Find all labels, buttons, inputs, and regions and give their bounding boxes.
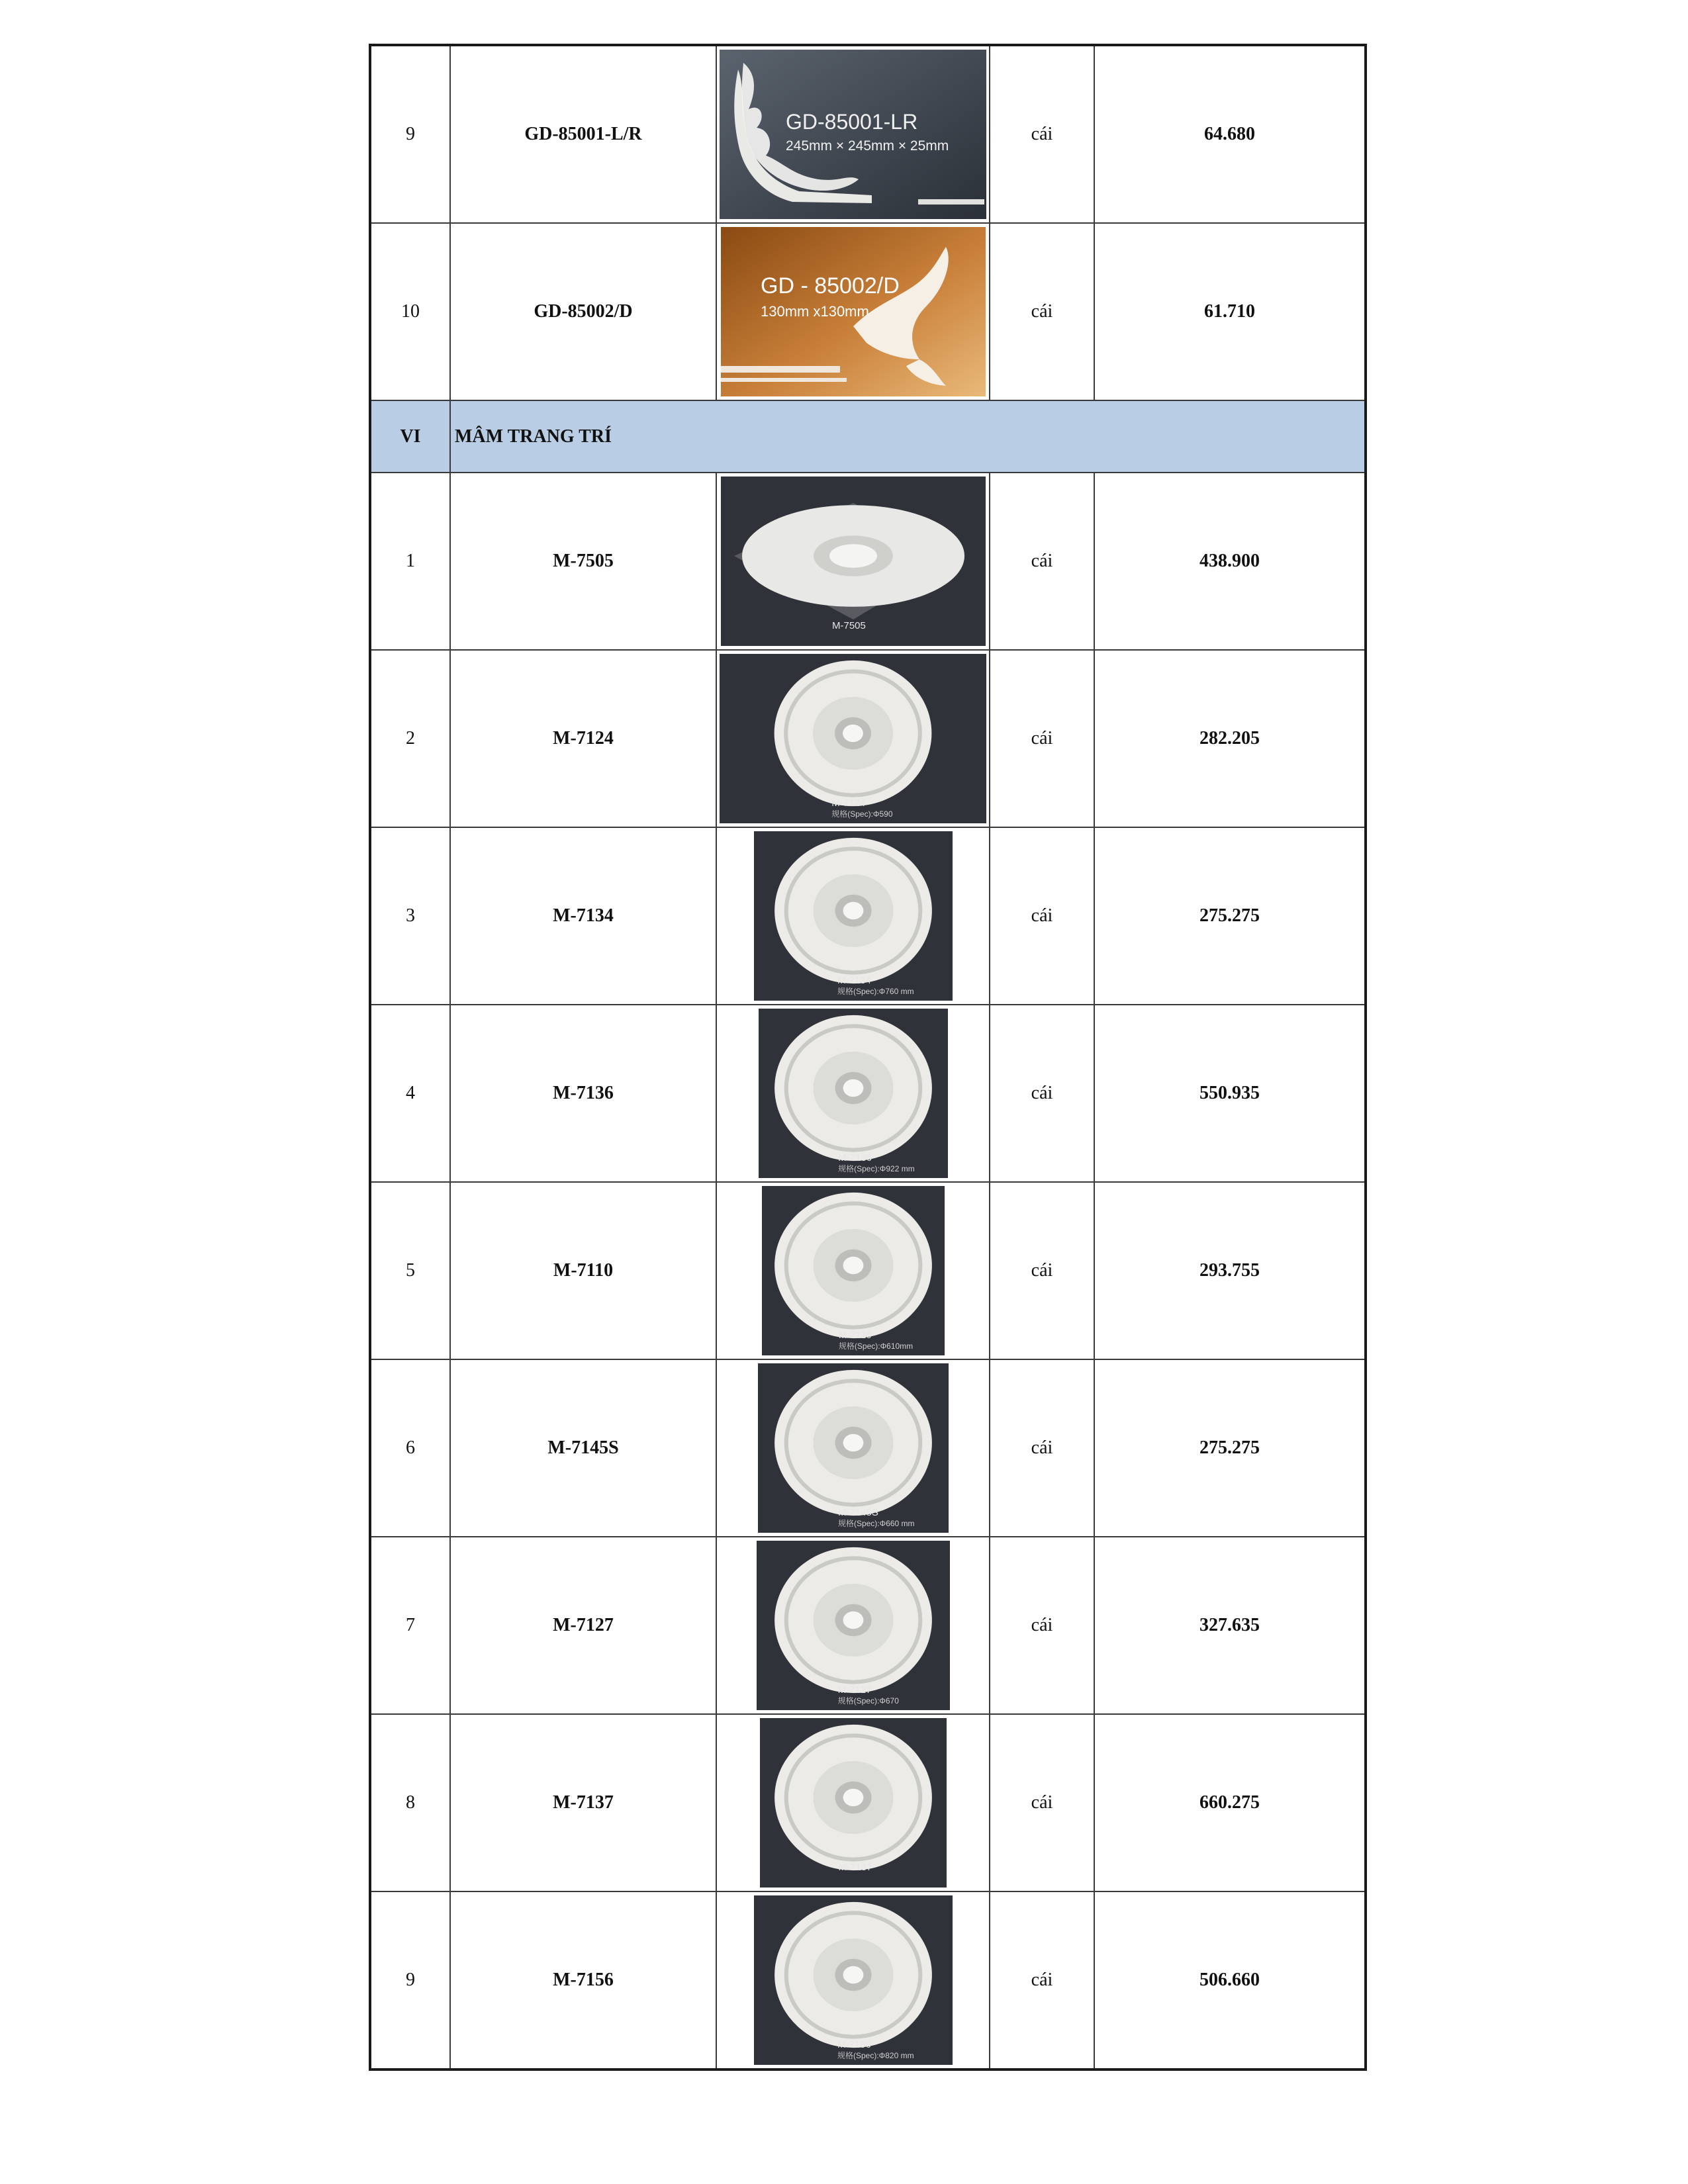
product-image-cell: [716, 223, 990, 400]
product-image-cell: [716, 1714, 990, 1891]
unit: cái: [990, 473, 1094, 650]
row-number: 9: [370, 45, 450, 223]
product-code: M-7505: [450, 473, 716, 650]
image-caption-size: 规格(Spec):Φ760 mm: [837, 987, 914, 996]
price: 506.660: [1094, 1891, 1366, 2070]
unit: cái: [990, 223, 1094, 400]
image-caption: M-7134: [837, 975, 871, 986]
ceiling-medallion-photo: [720, 654, 986, 823]
image-caption-size: 130mm x130mm: [760, 303, 869, 320]
row-number: 6: [370, 1359, 450, 1537]
ceiling-medallion-photo: [760, 1718, 947, 1888]
row-number: 10: [370, 223, 450, 400]
table-row: [370, 223, 1366, 400]
unit: cái: [990, 1537, 1094, 1714]
table-row: [370, 1537, 1366, 1714]
ceiling-medallion-photo: [758, 1363, 949, 1533]
unit: cái: [990, 45, 1094, 223]
product-code: M-7110: [450, 1182, 716, 1359]
product-code: M-7124: [450, 650, 716, 827]
price: 282.205: [1094, 650, 1366, 827]
image-caption-size: 规格(Spec):Φ820 mm: [837, 2051, 914, 2060]
row-number: 1: [370, 473, 450, 650]
product-code: M-7156: [450, 1891, 716, 2070]
ceiling-medallion-photo: [762, 1186, 945, 1355]
product-code: M-7127: [450, 1537, 716, 1714]
unit: cái: [990, 1891, 1094, 2070]
image-caption: GD - 85002/D: [760, 273, 900, 298]
image-caption: M-7137: [837, 1862, 872, 1873]
ceiling-medallion-photo: [757, 1541, 950, 1710]
section-header-row: [370, 400, 1366, 473]
image-caption-size: 245mm × 245mm × 25mm: [786, 138, 949, 154]
price: 61.710: [1094, 223, 1366, 400]
price: 275.275: [1094, 1359, 1366, 1537]
row-number: 9: [370, 1891, 450, 2070]
table-row: [370, 45, 1366, 223]
ceiling-medallion-photo: [754, 831, 953, 1001]
product-code: M-7137: [450, 1714, 716, 1891]
table-row: [370, 473, 1366, 650]
image-caption-size: 规格(Spec):Φ922 mm: [837, 1164, 915, 1173]
row-number: 4: [370, 1005, 450, 1182]
product-code: M-7136: [450, 1005, 716, 1182]
unit: cái: [990, 650, 1094, 827]
row-number: 3: [370, 827, 450, 1005]
corner-ornament-photo: [720, 50, 986, 219]
image-caption: M-7145S: [837, 1507, 878, 1518]
product-code: GD-85002/D: [450, 223, 716, 400]
price: 293.755: [1094, 1182, 1366, 1359]
product-image-cell: [716, 1537, 990, 1714]
image-caption: M-7110: [838, 1330, 872, 1341]
product-image-cell: [716, 1891, 990, 2070]
product-image-cell: [716, 650, 990, 827]
unit: cái: [990, 1005, 1094, 1182]
price: 438.900: [1094, 473, 1366, 650]
table-row: [370, 1005, 1366, 1182]
product-image-cell: [716, 827, 990, 1005]
corner-ornament-photo: [721, 227, 986, 396]
product-code: GD-85001-L/R: [450, 45, 716, 223]
unit: cái: [990, 1714, 1094, 1891]
price: 327.635: [1094, 1537, 1366, 1714]
product-code: M-7134: [450, 827, 716, 1005]
product-code: M-7145S: [450, 1359, 716, 1537]
section-number: VI: [370, 400, 450, 473]
price: 660.275: [1094, 1714, 1366, 1891]
image-caption-size: 规格(Spec):Φ590: [831, 809, 893, 819]
table-row: [370, 827, 1366, 1005]
unit: cái: [990, 1359, 1094, 1537]
ceiling-medallion-photo: [759, 1009, 948, 1178]
price: 550.935: [1094, 1005, 1366, 1182]
price: 64.680: [1094, 45, 1366, 223]
row-number: 8: [370, 1714, 450, 1891]
price: 275.275: [1094, 827, 1366, 1005]
row-number: 2: [370, 650, 450, 827]
image-caption-size: 规格(Spec):Φ660 mm: [837, 1519, 915, 1528]
product-image-cell: [716, 45, 990, 223]
image-caption: M-7136: [837, 1152, 872, 1163]
table-row: [370, 1359, 1366, 1537]
price-table-body: [370, 45, 1366, 2070]
ceiling-medallion-photo: [721, 477, 986, 646]
image-caption-size: 规格(Spec):Φ670: [837, 1696, 899, 1706]
product-image-cell: [716, 1182, 990, 1359]
image-caption-size: 规格(Spec):Φ610mm: [838, 1342, 913, 1351]
product-image-cell: [716, 1359, 990, 1537]
image-caption: M-7505: [831, 620, 866, 631]
unit: cái: [990, 1182, 1094, 1359]
table-row: [370, 1714, 1366, 1891]
ceiling-medallion-photo: [754, 1895, 953, 2065]
table-row: [370, 1182, 1366, 1359]
image-caption: M-7124: [831, 797, 866, 809]
product-image-cell: [716, 1005, 990, 1182]
image-caption: M-7127: [837, 1684, 871, 1696]
product-image-cell: [716, 473, 990, 650]
image-caption: GD-85001-LR: [786, 110, 918, 134]
table-row: [370, 650, 1366, 827]
price-table: [369, 44, 1367, 2071]
row-number: 5: [370, 1182, 450, 1359]
section-title: MÂM TRANG TRÍ: [450, 400, 1366, 473]
row-number: 7: [370, 1537, 450, 1714]
image-caption: M-7156: [837, 2039, 871, 2050]
table-row: [370, 1891, 1366, 2070]
unit: cái: [990, 827, 1094, 1005]
